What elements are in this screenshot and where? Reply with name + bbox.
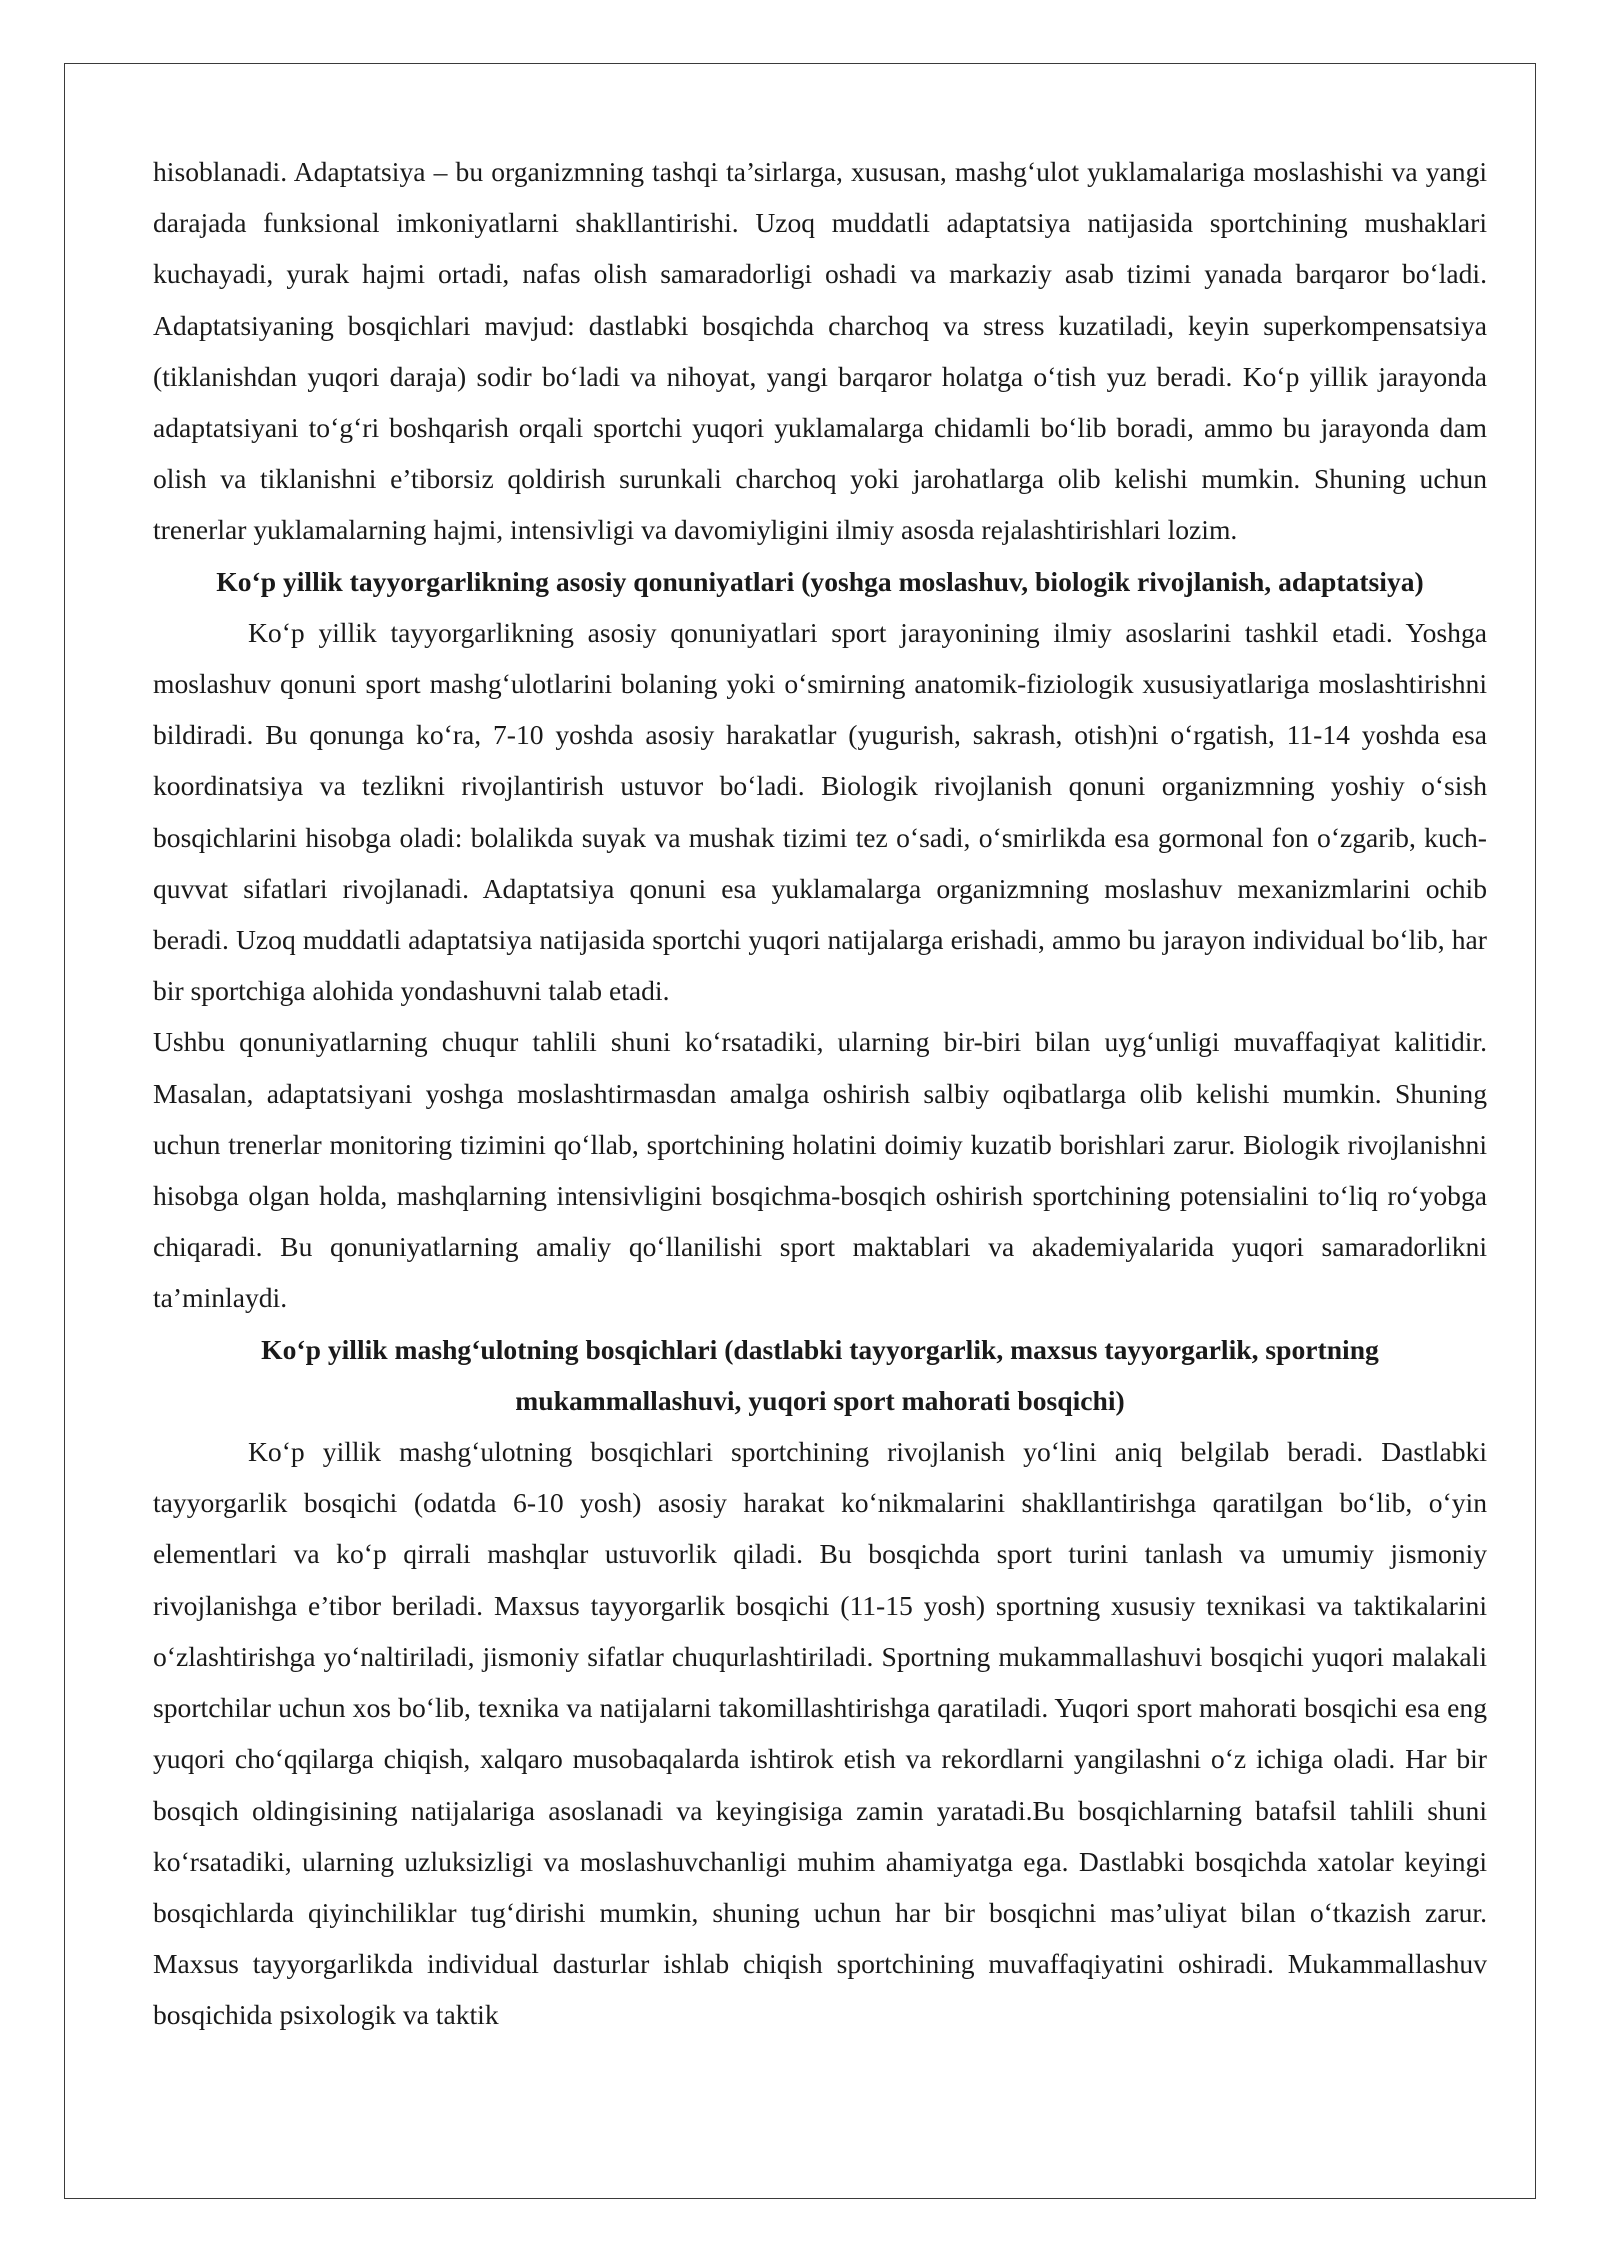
paragraph-continuation: hisoblanadi. Adaptatsiya – bu organizmning tashqi ta’sirlarga, xususan, mashg‘ulot yuklamalariga moslashishi va yangi darajada funksional imkoniyatlarni shakllantirishi. Uzoq muddatli adaptatsiya natijasida sportchining mushaklari kuchayadi, yurak hajmi ortadi, nafas olish samaradorligi oshadi va markaziy asab tizimi yanada barqaror bo‘ladi. Adaptatsiyaning bosqichlari mavjud: dastlabki bosqichda charchoq va stress kuzatiladi, keyin superkompensatsiya (tiklanishdan yuqori daraja) sodir bo‘ladi va nihoyat, yangi barqaror holatga o‘tish yuz beradi. Ko‘p yillik jarayonda adaptatsiyani to‘g‘ri boshqarish orqali sportchi yuqori yuklamalarga chidamli bo‘lib boradi, ammo bu jarayonda dam olish va tiklanishni e’tiborsiz qoldirish surunkali charchoq yoki jarohatlarga olib kelishi mumkin. Shuning uchun trenerlar yuklamalarning hajmi, intensivligi va davomiyligini ilmiy asosda rejalashtirishlari lozim. <box>153 156 1487 546</box>
paragraph-regularities: Ko‘p yillik tayyorgarlikning asosiy qonuniyatlari sport jarayonining ilmiy asoslarini tashkil etadi. Yoshga moslashuv qonuni sport mashg‘ulotlarini bolaning yoki o‘smirning anatomik-fiziologik xususiyatlariga moslashtirishni bildiradi. Bu qonunga ko‘ra, 7-10 yoshda asosiy harakatlar (yugurish, sakrash, otish)ni o‘rgatish, 11-14 yoshda esa koordinatsiya va tezlikni rivojlantirish ustuvor bo‘ladi. Biologik rivojlanish qonuni organizmning yoshiy o‘sish bosqichlarini hisobga oladi: bolalikda suyak va mushak tizimi tez o‘sadi, o‘smirlikda esa gormonal fon o‘zgarib, kuch-quvvat sifatlari rivojlanadi. Adaptatsiya qonuni esa yuklamalarga organizmning moslashuv mexanizmlarini ochib beradi. Uzoq muddatli adaptatsiya natijasida sportchi yuqori natijalarga erishadi, ammo bu jarayon individual bo‘lib, har bir sportchiga alohida yondashuvni talab etadi. <box>153 616 1487 1007</box>
paragraph-stages: Ko‘p yillik mashg‘ulotning bosqichlari sportchining rivojlanish yo‘lini aniq belgilab beradi. Dastlabki tayyorgarlik bosqichi (odatda 6-10 yosh) asosiy harakat ko‘nikmalarini shakllantirishga qaratilgan bo‘lib, o‘yin elementlari va ko‘p qirrali mashqlar ustuvorlik qiladi. Bu bosqichda sport turini tanlash va umumiy jismoniy rivojlanishga e’tibor beriladi. Maxsus tayyorgarlik bosqichi (11-15 yosh) sportning xususiy texnikasi va taktikalarini o‘zlashtirishga yo‘naltiriladi, jismoniy sifatlar chuqurlashtiriladi. Sportning mukammallashuvi bosqichi yuqori malakali sportchilar uchun xos bo‘lib, texnika va natijalarni takomillashtirishga qaratiladi. Yuqori sport mahorati bosqichi esa eng yuqori cho‘qqilarga chiqish, xalqaro musobaqalarda ishtirok etish va rekordlarni yangilashni o‘z ichiga oladi. Har bir bosqich oldingisining natijalariga asoslanadi va keyingisiga zamin yaratadi.Bu bosqichlarning batafsil tahlili shuni ko‘rsatadiki, ularning uzluksizligi va moslashuvchanligi muhim ahamiyatga ega. Dastlabki bosqichda xatolar keyingi bosqichlarda qiyinchiliklar tug‘dirishi mumkin, shuning uchun har bir bosqichni mas’uliyat bilan o‘tkazish zarur. Maxsus tayyorgarlikda individual dasturlar ishlab chiqish sportchining muvaffaqiyatini oshiradi. Mukammallashuv bosqichida psixologik va taktik <box>153 1436 1487 2031</box>
section-heading-stages: Ko‘p yillik mashg‘ulotning bosqichlari (dastlabki tayyorgarlik, maxsus tayyorgarlik, sportning mukammallashuvi, yuqori sport mahorati bosqichi) <box>261 1333 1379 1416</box>
document-body <box>153 146 1487 2041</box>
section-heading-regularities: Ko‘p yillik tayyorgarlikning asosiy qonuniyatlari (yoshga moslashuv, biologik rivojlanish, adaptatsiya) <box>216 565 1424 597</box>
paragraph-analysis: Ushbu qonuniyatlarning chuqur tahlili shuni ko‘rsatadiki, ularning bir-biri bilan uyg‘unligi muvaffaqiyat kalitidir. Masalan, adaptatsiyani yoshga moslashtirmasdan amalga oshirish salbiy oqibatlarga olib kelishi mumkin. Shuning uchun trenerlar monitoring tizimini qo‘llab, sportchining holatini doimiy kuzatib borishlari zarur. Biologik rivojlanishni hisobga olgan holda, mashqlarning intensivligini bosqichma-bosqich oshirish sportchining potensialini to‘liq ro‘yobga chiqaradi. Bu qonuniyatlarning amaliy qo‘llanilishi sport maktablari va akademiyalarida yuqori samaradorlikni ta’minlaydi. <box>153 1026 1487 1314</box>
